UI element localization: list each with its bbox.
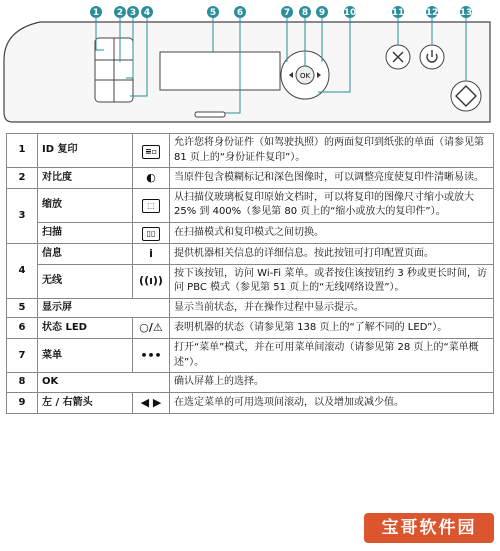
row-desc: 从扫描仪玻璃板复印原始文档时，可以将复印的图像尺寸缩小或放大 25% 到 400%（参见第 80 页上的“缩小或放大的复印件”）。 [170, 188, 494, 222]
wireless-icon: ((ı)) [133, 264, 170, 298]
row-name: 缩放 [38, 188, 133, 222]
row-desc: 在扫描模式和复印模式之间切换。 [170, 222, 494, 243]
row-desc: 允许您将身份证件（如驾驶执照）的两面复印到纸张的单面（请参见第 81 页上的“身份证件复印”）。 [170, 134, 494, 168]
callout-10: 10 [343, 8, 357, 18]
callout-7: 7 [283, 8, 291, 18]
row-name: 信息 [38, 243, 133, 264]
row-name: 对比度 [38, 168, 133, 189]
table-row [7, 188, 494, 222]
callout-8: 8 [301, 8, 309, 18]
id-card-icon: ≡▫ [133, 134, 170, 168]
row-desc: 打开“菜单”模式，并在可用菜单间滚动（请参见第 28 页上的“菜单概述”）。 [170, 339, 494, 373]
row-name: OK [38, 373, 170, 393]
table-row [7, 243, 494, 264]
site-watermark: 宝哥软件园 [364, 513, 494, 543]
display-screen [160, 52, 280, 90]
row-number: 2 [7, 168, 38, 189]
table-row [7, 168, 494, 189]
row-name: ID 复印 [38, 134, 133, 168]
callout-2: 2 [116, 8, 124, 18]
callout-5: 5 [209, 8, 217, 18]
callout-badges [90, 6, 472, 18]
callout-11: 11 [391, 8, 405, 18]
callout-12: 12 [425, 8, 439, 18]
row-name: 显示屏 [38, 298, 170, 318]
row-number: 4 [7, 243, 38, 298]
row-desc: 确认屏幕上的选择。 [170, 373, 494, 393]
row-desc: 按下该按钮，访问 Wi-Fi 菜单。或者按住该按钮约 3 秒或更长时间，访问 PBC 模式（参见第 51 页上的“无线网络设置”）。 [170, 264, 494, 298]
table-row [7, 373, 494, 393]
status-led [195, 112, 225, 117]
row-desc: 当原件包含模糊标记和深色图像时，可以调整亮度使复印件清晰易读。 [170, 168, 494, 189]
row-desc: 显示当前状态，并在操作过程中显示提示。 [170, 298, 494, 318]
info-icon: i [133, 243, 170, 264]
callout-9: 9 [318, 8, 326, 18]
menu-dots-icon: ••• [133, 339, 170, 373]
row-number: 6 [7, 318, 38, 339]
row-desc: 表明机器的状态（请参见第 138 页上的“了解不同的 LED”）。 [170, 318, 494, 339]
left-right-arrow-icon: ◀ ▶ [133, 392, 170, 413]
row-name: 扫描 [38, 222, 133, 243]
status-led-icon: ○/⚠ [133, 318, 170, 339]
table-row [7, 264, 494, 298]
scan-icon: ▯▯ [133, 222, 170, 243]
row-number: 7 [7, 339, 38, 373]
callout-13: 13 [459, 8, 473, 18]
callout-6: 6 [236, 8, 244, 18]
row-name: 无线 [38, 264, 133, 298]
table-row [7, 339, 494, 373]
callout-1: 1 [92, 8, 100, 18]
table-row [7, 392, 494, 413]
control-panel-diagram [0, 0, 500, 125]
table-row [7, 222, 494, 243]
table-row [7, 318, 494, 339]
row-name: 菜单 [38, 339, 133, 373]
row-number: 9 [7, 392, 38, 413]
button-description-table [6, 133, 494, 414]
reduce-enlarge-icon: ⬚ [133, 188, 170, 222]
row-name: 状态 LED [38, 318, 133, 339]
contrast-icon: ◐ [133, 168, 170, 189]
row-number: 5 [7, 298, 38, 318]
row-number: 8 [7, 373, 38, 393]
row-name: 左 / 右箭头 [38, 392, 133, 413]
row-desc: 在选定菜单的可用选项间滚动，以及增加或减少值。 [170, 392, 494, 413]
callout-4: 4 [143, 8, 151, 18]
row-desc: 提供机器相关信息的详细信息。按此按钮可打印配置页面。 [170, 243, 494, 264]
ok-label: OK [299, 72, 311, 80]
callout-3: 3 [129, 8, 137, 18]
row-number: 1 [7, 134, 38, 168]
table-row [7, 134, 494, 168]
row-number: 3 [7, 188, 38, 243]
table-row [7, 298, 494, 318]
